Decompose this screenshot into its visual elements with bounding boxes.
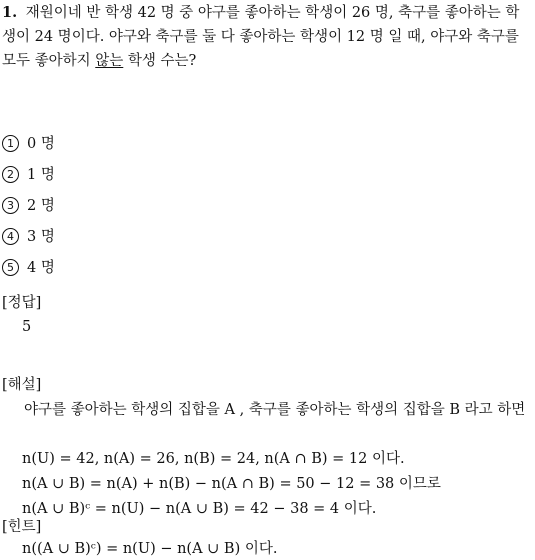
option-text-2: 1 명 xyxy=(27,167,55,183)
answer-label: [정답] xyxy=(2,295,42,311)
option-text-3: 2 명 xyxy=(27,198,55,214)
option-3[interactable] xyxy=(2,194,55,218)
option-marker-1: 1 xyxy=(2,135,19,152)
option-text-1: 0 명 xyxy=(27,136,55,152)
option-marker-4: 4 xyxy=(2,228,19,245)
option-5[interactable] xyxy=(2,256,55,280)
question-underlined-word: 않는 xyxy=(95,53,124,69)
explanation-label: [해설] xyxy=(2,377,42,393)
explanation-intro: 야구를 좋아하는 학생의 집합을 A , 축구를 좋아하는 학생의 집합을 B 라고 하면 xyxy=(24,402,526,418)
option-4[interactable] xyxy=(2,225,55,249)
hint-label: [힌트] xyxy=(2,519,42,535)
option-text-4: 3 명 xyxy=(27,229,55,245)
question-text-part2: 학생 수는? xyxy=(123,53,197,69)
option-marker-5: 5 xyxy=(2,259,19,276)
option-1[interactable] xyxy=(2,132,55,156)
explanation-line-1: n(U) = 42, n(A) = 26, n(B) = 24, n(A ∩ B) = 12 이다. xyxy=(22,451,405,467)
option-marker-2: 2 xyxy=(2,166,19,183)
option-2[interactable] xyxy=(2,163,55,187)
question-number: 1. xyxy=(2,4,18,21)
answer-value: 5 xyxy=(22,319,32,335)
option-marker-3: 3 xyxy=(2,197,19,214)
explanation-line-3: n(A ∪ B)ᶜ = n(U) − n(A ∪ B) = 42 − 38 = 4 이다. xyxy=(22,501,377,517)
explanation-line-2: n(A ∪ B) = n(A) + n(B) − n(A ∩ B) = 50 − 12 = 38 이므로 xyxy=(22,476,441,492)
question-text xyxy=(2,1,533,73)
question-text-part1: 재원이네 반 학생 42 명 중 야구를 좋아하는 학생이 26 명, 축구를 좋아하는 학생이 24 명이다. 야구와 축구를 둘 다 좋아하는 학생이 12 명 일 때, 야구와 축구를 모두 좋아하지 xyxy=(2,5,520,69)
hint-line-1: n((A ∪ B)ᶜ) = n(U) − n(A ∪ B) 이다. xyxy=(22,541,278,557)
option-text-5: 4 명 xyxy=(27,260,55,276)
